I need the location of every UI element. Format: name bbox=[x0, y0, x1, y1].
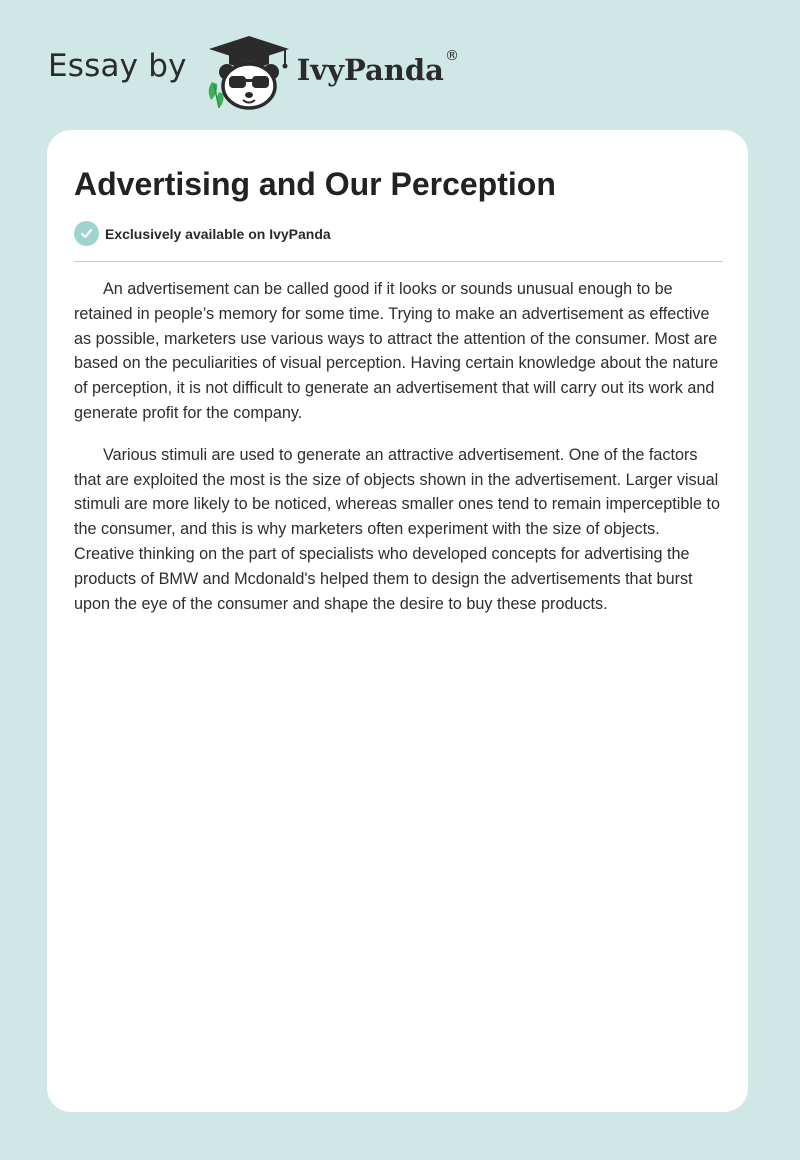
exclusive-badge-text: Exclusively available on IvyPanda bbox=[105, 225, 331, 242]
site-header bbox=[0, 0, 800, 120]
ivypanda-logo[interactable] bbox=[48, 34, 459, 110]
essay-card bbox=[47, 130, 748, 1112]
check-circle-icon bbox=[74, 221, 99, 246]
panda-graduate-icon bbox=[203, 34, 295, 110]
essay-body bbox=[74, 277, 724, 633]
registered-mark: ® bbox=[444, 48, 459, 64]
essay-paragraph: An advertisement can be called good if it looks or sounds unusual enough to be retained in people’s memory for some time. Trying to make an advertisement as effective as possible, marketers use various ways to attract the attention of the consumer. Most are based on the peculiarities of visual perception. Having certain knowledge about the nature of perception, it is not difficult to generate an advertisement that will carry out its work and generate profit for the company. bbox=[74, 280, 719, 422]
exclusive-badge bbox=[74, 221, 331, 246]
logo-brand: IvyPanda bbox=[296, 53, 444, 87]
essay-title: Advertising and Our Perception bbox=[74, 166, 556, 202]
divider bbox=[74, 261, 723, 262]
essay-paragraph: Various stimuli are used to generate an attractive advertisement. One of the factors that are exploited the most is the size of objects shown in the advertisement. Larger visual stimuli are more likely to be noticed, whereas smaller ones tend to remain imperceptible to the consumer, and this is why marketers often experiment with the size of objects. Creative thinking on the part of specialists who developed concepts for advertising the products of BMW and Mcdonald's helped them to design the advertisements that burst upon the eye of the consumer and shape the desire to buy these products. bbox=[74, 445, 720, 613]
logo-prefix: Essay by bbox=[48, 48, 187, 84]
